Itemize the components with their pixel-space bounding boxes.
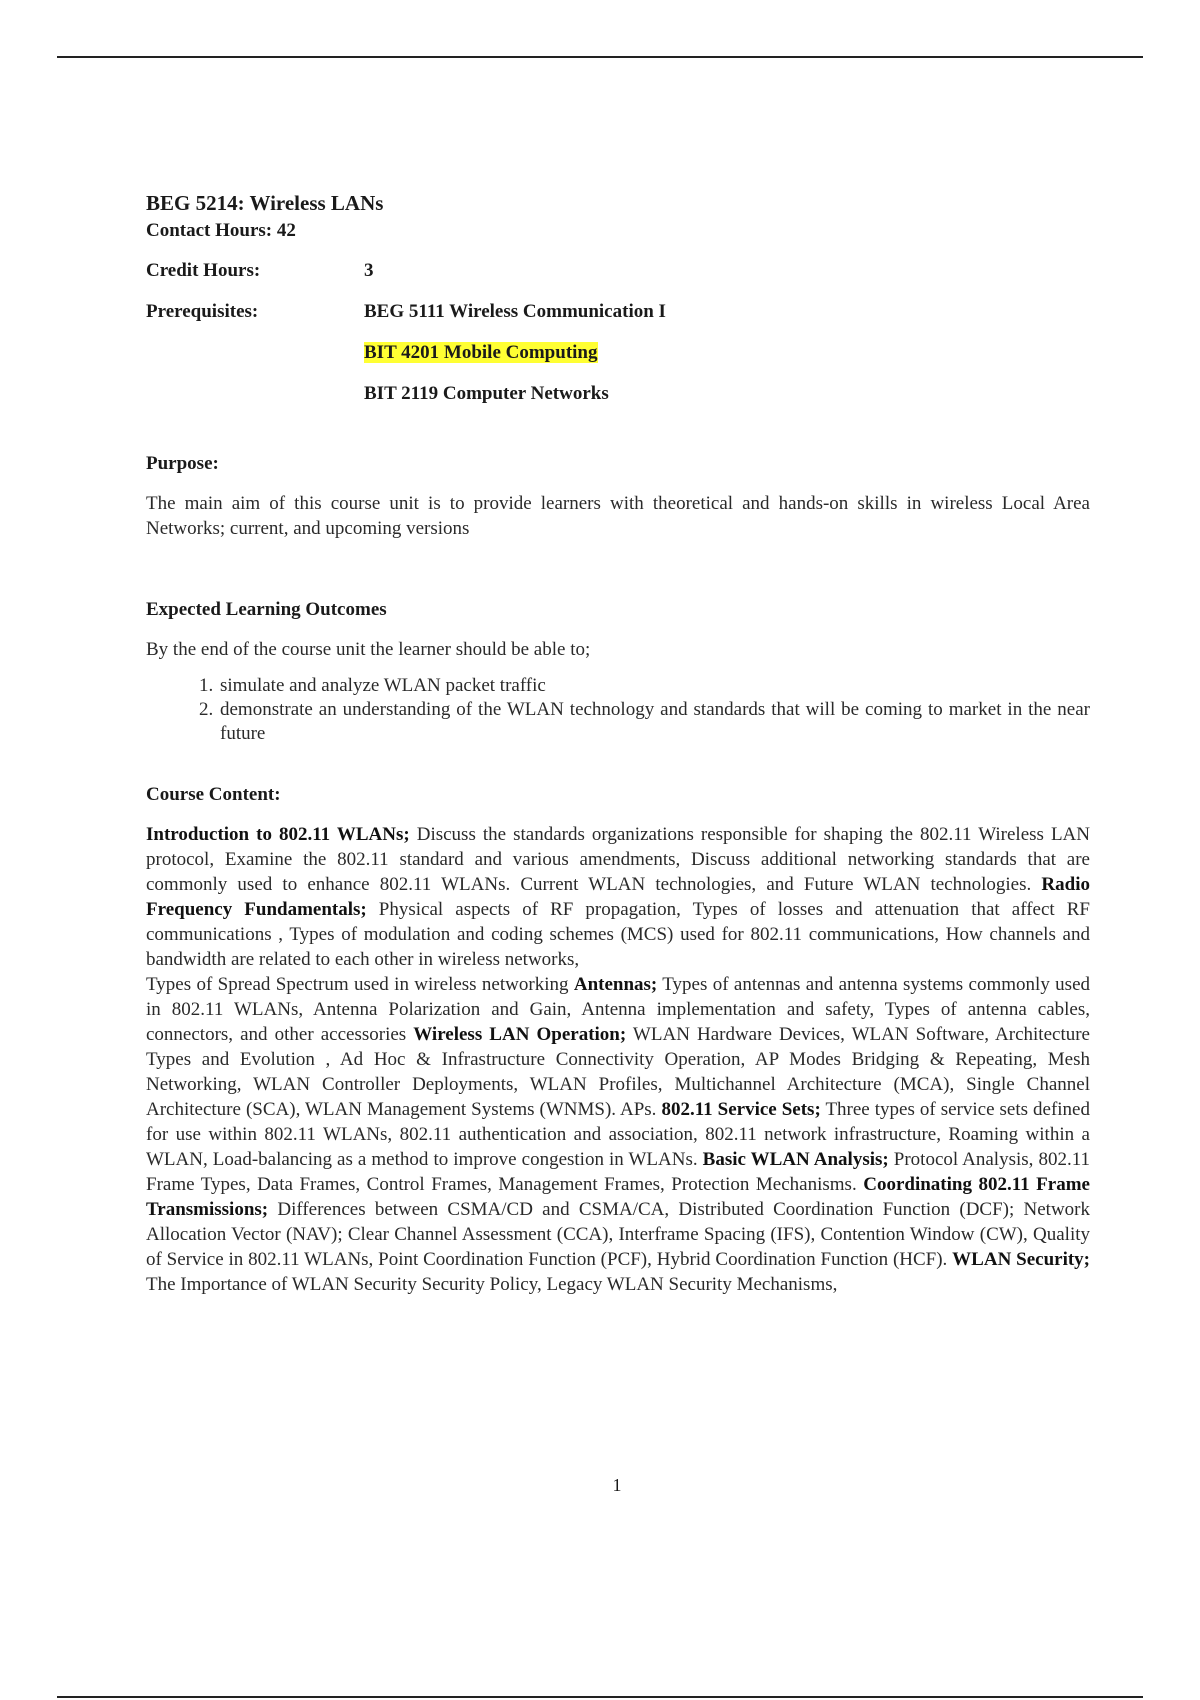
outcome-item: 2. demonstrate an understanding of the WLAN technology and standards that will be coming to market in the near future <box>218 698 1090 746</box>
prerequisite-item-highlighted: BIT 4201 Mobile Computing <box>364 342 598 363</box>
course-content-body <box>146 822 1090 1297</box>
purpose-text: The main aim of this course unit is to provide learners with theoretical and hands-on skills in wireless Local Area Networks; current, and upcoming versions <box>146 493 1090 539</box>
contact-hours: Contact Hours: 42 <box>146 220 296 241</box>
topic-heading: WLAN Security; <box>952 1249 1091 1270</box>
topic-heading: Antennas; <box>573 974 658 995</box>
purpose-heading: Purpose: <box>146 453 219 474</box>
course-content-heading: Course Content: <box>146 784 281 805</box>
prerequisite-item: BEG 5111 Wireless Communication I <box>364 301 666 322</box>
header-rule <box>57 56 1143 58</box>
topic-heading: Radio Frequency Fundamentals; <box>146 874 1090 920</box>
topic-description: Discuss the standards organizations responsible for shaping the 802.11 Wireless LAN protocol, Examine the 802.11 standard and various amendments, Discuss additional networking standards that are commonly used to enhance 802.11 WLANs. Current WLAN technologies, and Future WLAN technologies. <box>146 824 1090 895</box>
prerequisites-row <box>146 381 1090 407</box>
credit-hours-value: 3 <box>364 260 374 281</box>
outcome-item: 1. simulate and analyze WLAN packet traffic <box>218 674 1090 698</box>
credit-hours-row <box>146 258 1090 284</box>
outcomes-list <box>146 674 1090 746</box>
topic-description: Differences between CSMA/CD and CSMA/CA, Distributed Coordination Function (DCF); Network Allocation Vector (NAV); Clear Channel Assessment (CCA), Interframe Spacing (IFS), Contention Window (CW), Quality of Service in 802.11 WLANs, Point Coordination Function (PCF), Hybrid Coordination Function (HCF). <box>146 1199 1090 1270</box>
topic-description: The Importance of WLAN Security Security Policy, Legacy WLAN Security Mechanisms, <box>146 1274 838 1295</box>
topic-description: Types of Spread Spectrum used in wireless networking <box>146 974 574 995</box>
topic-heading: Introduction to 802.11 WLANs; <box>146 824 410 845</box>
page-number: 1 <box>612 1475 622 1495</box>
outcomes-intro: By the end of the course unit the learner should be able to; <box>146 639 591 660</box>
credit-hours-label: Credit Hours: <box>146 260 261 281</box>
topic-heading: Wireless LAN Operation; <box>413 1024 627 1045</box>
topic-heading: Coordinating 802.11 Frame Transmissions; <box>146 1174 1090 1220</box>
document-page <box>146 188 1090 1297</box>
course-title: BEG 5214: Wireless LANs <box>146 191 384 215</box>
prerequisite-item: BIT 2119 Computer Networks <box>364 383 609 404</box>
topic-description: Three types of service sets defined for use within 802.11 WLANs, 802.11 authentication and association, 802.11 network infrastructure, Roaming within a WLAN, Load-balancing as a method to improve congestion in WLANs. <box>146 1099 1090 1170</box>
topic-description: Types of antennas and antenna systems commonly used in 802.11 WLANs, Antenna Polarization and Gain, Antenna implementation and safety, Types of antenna cables, connectors, and other accessories <box>146 974 1091 1045</box>
topic-description: WLAN Hardware Devices, WLAN Software, Architecture Types and Evolution , Ad Hoc & Infrastructure Connectivity Operation, AP Modes Bridging & Repeating, Mesh Networking, WLAN Controller Deployments, WLAN Profiles, Multichannel Architecture (MCA), Single Channel Architecture (SCA), WLAN Management Systems (WNMS). APs. <box>146 1024 1090 1120</box>
prerequisites-row <box>146 340 1090 366</box>
outcomes-heading: Expected Learning Outcomes <box>146 599 387 620</box>
prerequisites-label: Prerequisites: <box>146 301 259 322</box>
prerequisites-row <box>146 299 1090 325</box>
topic-heading: Basic WLAN Analysis; <box>702 1149 889 1170</box>
topic-heading: 802.11 Service Sets; <box>661 1099 821 1120</box>
footer-rule <box>57 1696 1143 1698</box>
topic-description: Protocol Analysis, 802.11 Frame Types, Data Frames, Control Frames, Management Frames, Protection Mechanisms. <box>146 1149 1090 1195</box>
topic-description: Physical aspects of RF propagation, Types of losses and attenuation that affect RF communications , Types of modulation and coding schemes (MCS) used for 802.11 communications, How channels and bandwidth are related to each other in wireless networks, <box>146 899 1090 970</box>
